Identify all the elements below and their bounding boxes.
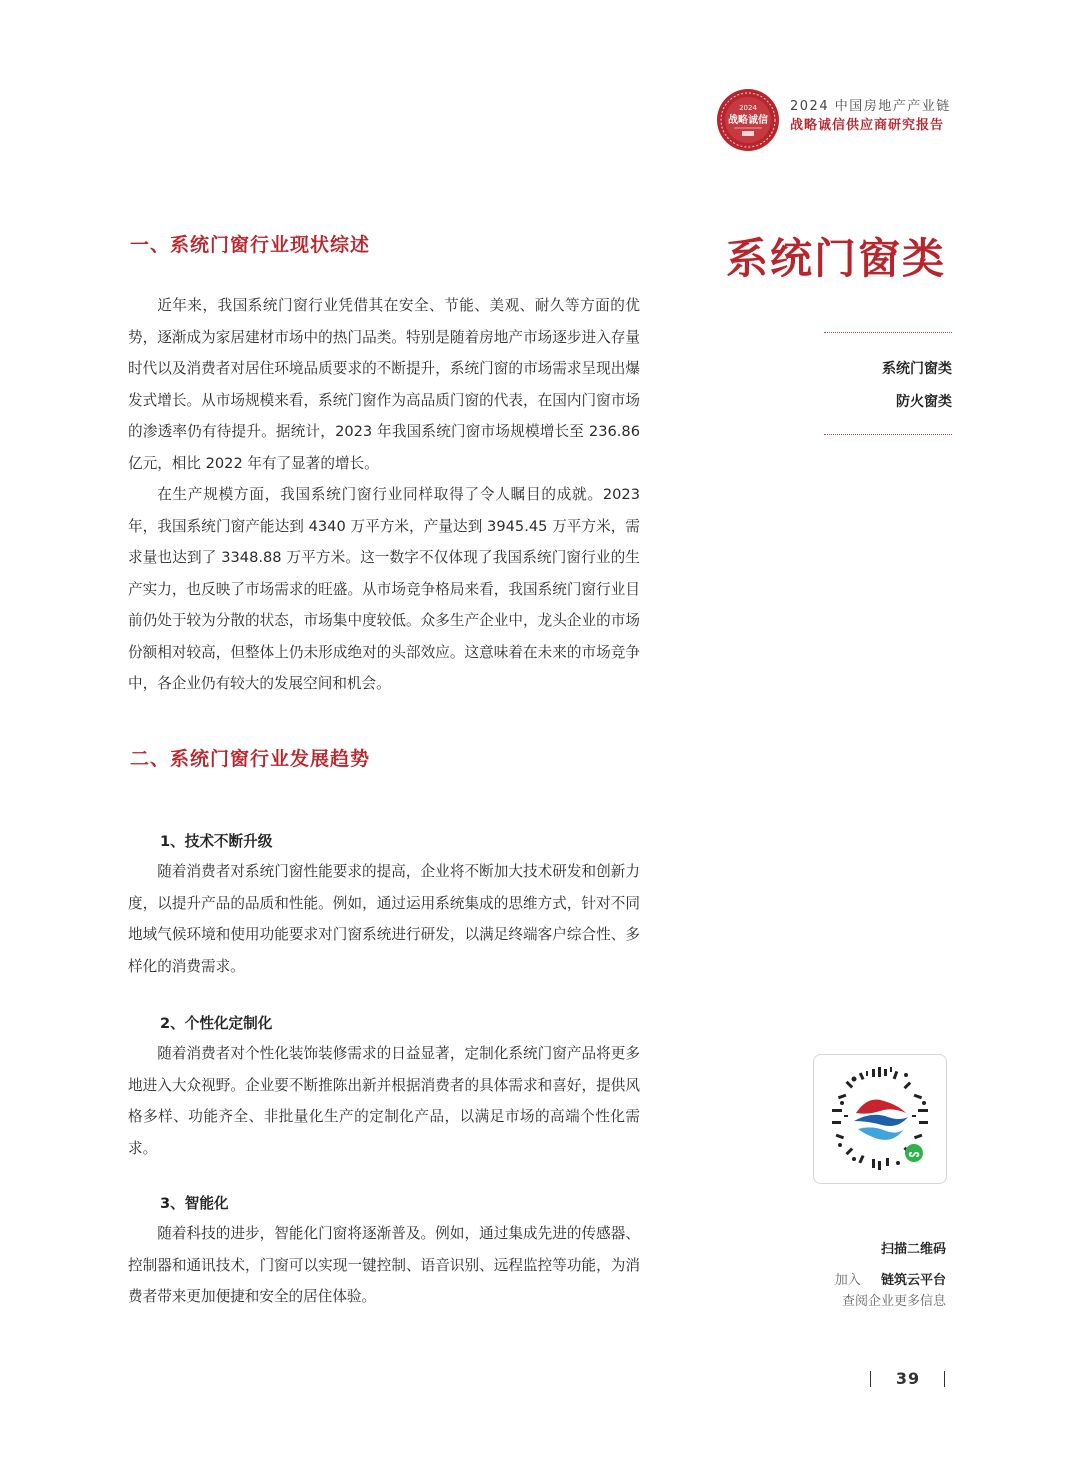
seal-year: 2024 — [739, 104, 757, 112]
page-number — [868, 1368, 948, 1392]
report-title-line1: 2024 中国房地产产业链 — [790, 99, 951, 114]
page-number-right-bar — [944, 1371, 945, 1387]
section1-paragraph-1: 近年来，我国系统门窗行业凭借其在安全、节能、美观、耐久等方面的优势，逐渐成为家居建材市场中的热门品类。特别是随着房地产市场逐步进入存量时代以及消费者对居住环境品质要求的不断提升，系统门窗的市场需求呈现出爆发式增长。从市场规模来看，系统门窗作为高品质门窗的代表，在国内门窗市场的渗透率仍有待提升。据统计，2023 年我国系统门窗市场规模增长至 236.86 亿元，相比 2022 年有了显著的增长。 — [128, 297, 640, 472]
trend-3-body — [128, 1218, 640, 1313]
qr-join-line — [835, 1269, 946, 1288]
qr-more-info: 查阅企业更多信息 — [841, 1294, 946, 1309]
category-tag-2: 防火窗类 — [896, 394, 952, 410]
trend-3-title: 3、智能化 — [160, 1195, 229, 1212]
qr-join-prefix: 加入 — [834, 1273, 861, 1288]
category-tag-1: 系统门窗类 — [882, 361, 952, 377]
mini-program-qr-code[interactable] — [813, 1054, 947, 1184]
page-number-value: 39 — [895, 1369, 921, 1388]
trend-2-text: 随着消费者对个性化装饰装修需求的日益显著，定制化系统门窗产品将更多地进入大众视野。企业要不断推陈出新并根据消费者的具体需求和喜好，提供风格多样、功能齐全、非批量化生产的定制化产品，以满足市场的高端个性化需求。 — [128, 1045, 640, 1157]
section2-heading: 二、系统门窗行业发展趋势 — [130, 748, 371, 770]
trend-1-body — [128, 856, 640, 982]
svg-text:ᔕ: ᔕ — [908, 1149, 920, 1160]
qr-platform-name: 链筑云平台 — [880, 1273, 946, 1288]
trend-1-title: 1、技术不断升级 — [160, 833, 273, 850]
seal-text: 战略诚信 — [728, 115, 768, 126]
report-header — [790, 98, 951, 136]
report-title-line2: 战略诚信供应商研究报告 — [790, 118, 945, 133]
divider-top — [824, 332, 952, 333]
trend-3-text: 随着科技的进步，智能化门窗将逐渐普及。例如，通过集成先进的传感器、控制器和通讯技术，门窗可以实现一键控制、语音识别、远程监控等功能，为消费者带来更加便捷和安全的居住体验。 — [128, 1225, 640, 1305]
qr-scan-label: 扫描二维码 — [880, 1242, 946, 1257]
trend-1-text: 随着消费者对系统门窗性能要求的提高，企业将不断加大技术研发和创新力度，以提升产品的品质和性能。例如，通过运用系统集成的思维方式，针对不同地域气候环境和使用功能要求对门窗系统进行研发，以满足终端客户综合性、多样化的消费需求。 — [128, 863, 640, 975]
section1-paragraph-2: 在生产规模方面，我国系统门窗行业同样取得了令人瞩目的成就。2023 年，我国系统门窗产能达到 4340 万平方米，产量达到 3945.45 万平方米，需求量也达到了 3348.88 万平方米。这一数字不仅体现了我国系统门窗行业的生产实力，也反映了市场需求的旺盛。从市场竞争格局来看，我国系统门窗行业目前仍处于较为分散的状态，市场集中度较低。众多生产企业中，龙头企业的市场份额相对较高，但整体上仍未形成绝对的头部效应。这意味着在未来的市场竞争中，各企业仍有较大的发展空间和机会。 — [128, 486, 640, 692]
divider-bottom — [824, 434, 952, 435]
section1-body — [128, 290, 640, 700]
trend-2-body — [128, 1038, 640, 1164]
seal-logo — [716, 88, 780, 152]
section1-heading: 一、系统门窗行业现状综述 — [130, 234, 371, 256]
category-title: 系统门窗类 — [725, 234, 946, 283]
trend-2-title: 2、个性化定制化 — [160, 1015, 273, 1032]
